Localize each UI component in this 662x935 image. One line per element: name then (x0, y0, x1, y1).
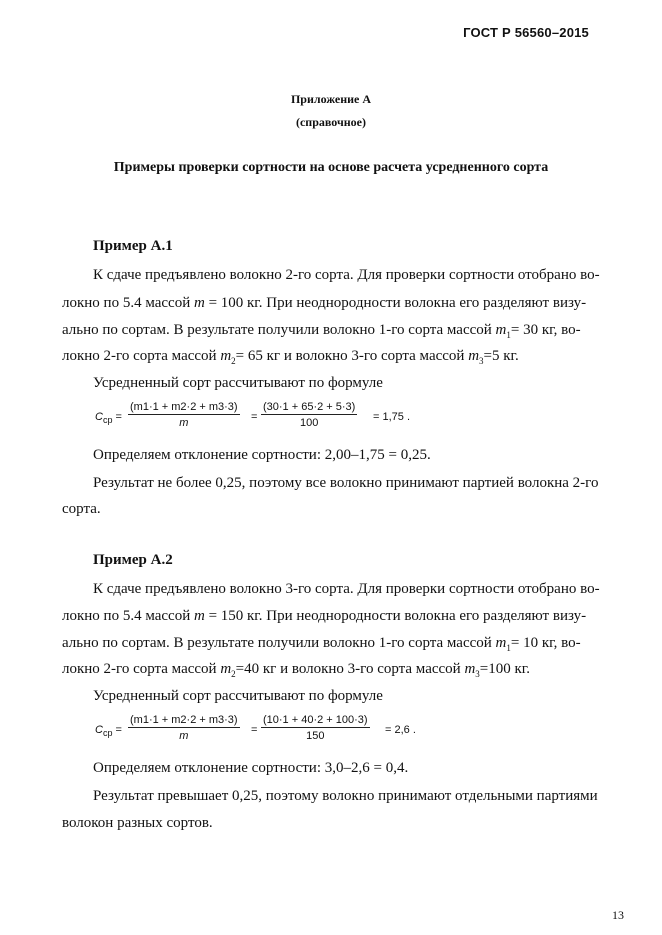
example1-heading: Пример А.1 (93, 238, 173, 254)
page-number: 13 (612, 908, 624, 922)
document-number: ГОСТ Р 56560–2015 (463, 25, 589, 40)
example2-text-line: ально по сортам. В результате получили волокно 1-го сорта массой $m_1= 10$ кг, во- (62, 635, 581, 653)
page-title: Примеры проверки сортности на основе расчета усредненного сорта (113, 160, 549, 175)
example1-result: = 1,75 . (373, 411, 411, 423)
example1-deviation: Определяем отклонение сортности: 2,00–1,75 = 0,25. (93, 447, 431, 463)
example1-text-line: локно по 5.4 массой m = 100 кг. При неоднородности волокна его разделяют визу- (62, 295, 587, 311)
example1-text-line: ально по сортам. В результате получили волокно 1-го сорта массой $m_1= 30$ кг, во- (62, 322, 581, 340)
example2-formula-fraction: $\frac{(m1\cdot 1 + m2\cdot 2 + m3\cdot 3)}{m}$ (130, 714, 238, 742)
example1-conclusion: сорта. (62, 501, 101, 517)
example2-calc-fraction: $\frac{(10\cdot 1 + 40\cdot 2 + 100\cdot 3)}{150}$ (263, 714, 368, 742)
example2-text-line: К сдаче предъявлено волокно 3-го сорта. Для проверки сортности отобрано во- (93, 581, 600, 597)
example2-text-line: локно 2-го сорта массой $m_2=40$ кг и волокно 3-го сорта массой $m_3=100$ кг. (62, 661, 531, 679)
example2-conclusion: Результат превышает 0,25, поэтому волокно принимают отдельными партиями (93, 788, 598, 804)
example1-formula-fraction: $\frac{(m1\cdot 1 + m2\cdot 2 + m3\cdot 3)}{m}$ (130, 401, 238, 429)
example2-deviation: Определяем отклонение сортности: 3,0–2,6 = 0,4. (93, 760, 409, 776)
annex-subtitle: (справочное) (295, 115, 366, 129)
example2-formula-intro: Усредненный сорт рассчитывают по формуле (93, 688, 383, 704)
example2-text-line: локно по 5.4 массой m = 150 кг. При неоднородности волокна его разделяют визу- (62, 608, 587, 624)
example2-conclusion: волокон разных сортов. (62, 815, 213, 831)
example1-formula-lhs: $C_{ср}$ = (95, 411, 122, 426)
example2-heading: Пример А.2 (93, 552, 173, 568)
example2-equals: = (251, 724, 258, 736)
example1-formula-intro: Усредненный сорт рассчитывают по формуле (93, 375, 383, 391)
example1-text-line: локно 2-го сорта массой $m_2= 65$ кг и волокно 3-го сорта массой $m_3=5$ кг. (62, 348, 519, 366)
example2-result: = 2,6 . (385, 724, 416, 736)
example1-calc-fraction: $\frac{(30\cdot 1 + 65\cdot 2 + 5\cdot 3)}{100}$ (263, 401, 356, 429)
annex-title: Приложение А (290, 92, 372, 106)
example1-text-line: К сдаче предъявлено волокно 2-го сорта. Для проверки сортности отобрано во- (93, 267, 600, 283)
example1-equals: = (251, 411, 258, 423)
example2-formula-lhs: $C_{ср}$ = (95, 724, 122, 739)
example1-conclusion: Результат не более 0,25, поэтому все волокно принимают партией волокна 2-го (93, 475, 599, 491)
